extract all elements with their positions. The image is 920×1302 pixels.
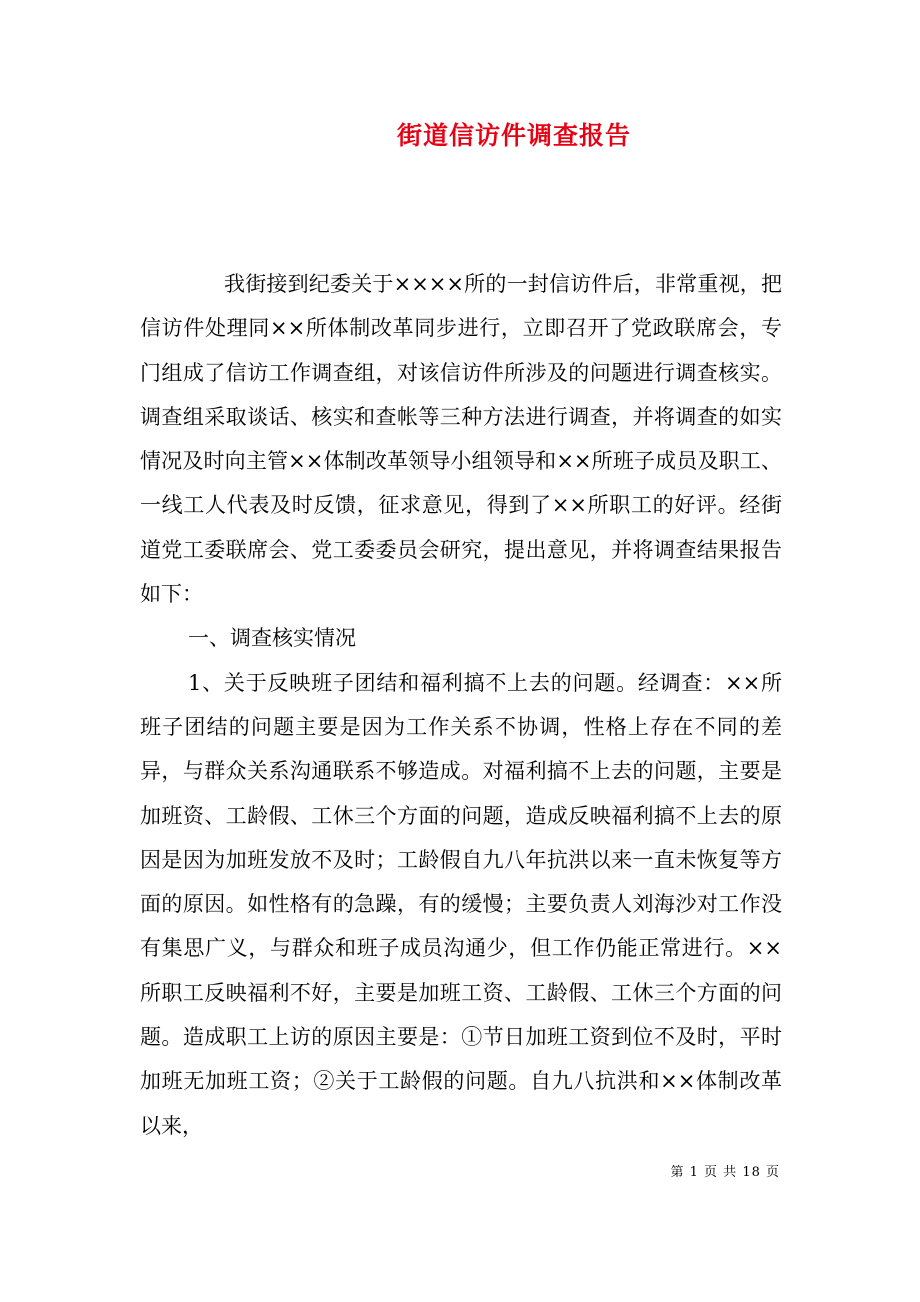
page-number: 第 1 页 共 18 页 (670, 1165, 780, 1180)
section-heading: 一、调查核实情况 (188, 626, 356, 651)
item-paragraph: 1、关于反映班子团结和福利搞不上去的问题。经调查：××所班子团结的问题主要是因为工作关系不协调，性格上存在不同的差异，与群众关系沟通联系不够造成。对福利搞不上去的问题，主要是加班资、工龄假、工休三个方面的问题，造成反映福利搞不上去的原因是因为加班发放不及时；工龄假自九八年抗洪以来一直未恢复等方面的原因。如性格有的急躁，有的缓慢；主要负责人刘海沙对工作没有集思广义，与群众和班子成员沟通少，但工作仍能正常进行。××所职工反映福利不好，主要是加班工资、工龄假、工休三个方面的问题。造成职工上访的原因主要是：①节日加班工资到位不及时，平时加班无加班工资；②关于工龄假的问题。自九八抗洪和××体制改革以来， (140, 670, 782, 1138)
document-body (140, 262, 782, 1148)
intro-paragraph: 我街接到纪委关于××××所的一封信访件后，非常重视，把信访件处理同××所体制改革同步进行，立即召开了党政联席会，专门组成了信访工作调查组，对该信访件所涉及的问题进行调查核实。调查组采取谈话、核实和查帐等三种方法进行调查，并将调查的如实情况及时向主管××体制改革领导小组领导和××所班子成员及职工、一线工人代表及时反馈，征求意见，得到了××所职工的好评。经街道党工委联席会、党工委委员会研究，提出意见，并将调查结果报告如下： (140, 272, 782, 607)
document-title: 街道信访件调查报告 (396, 121, 631, 150)
